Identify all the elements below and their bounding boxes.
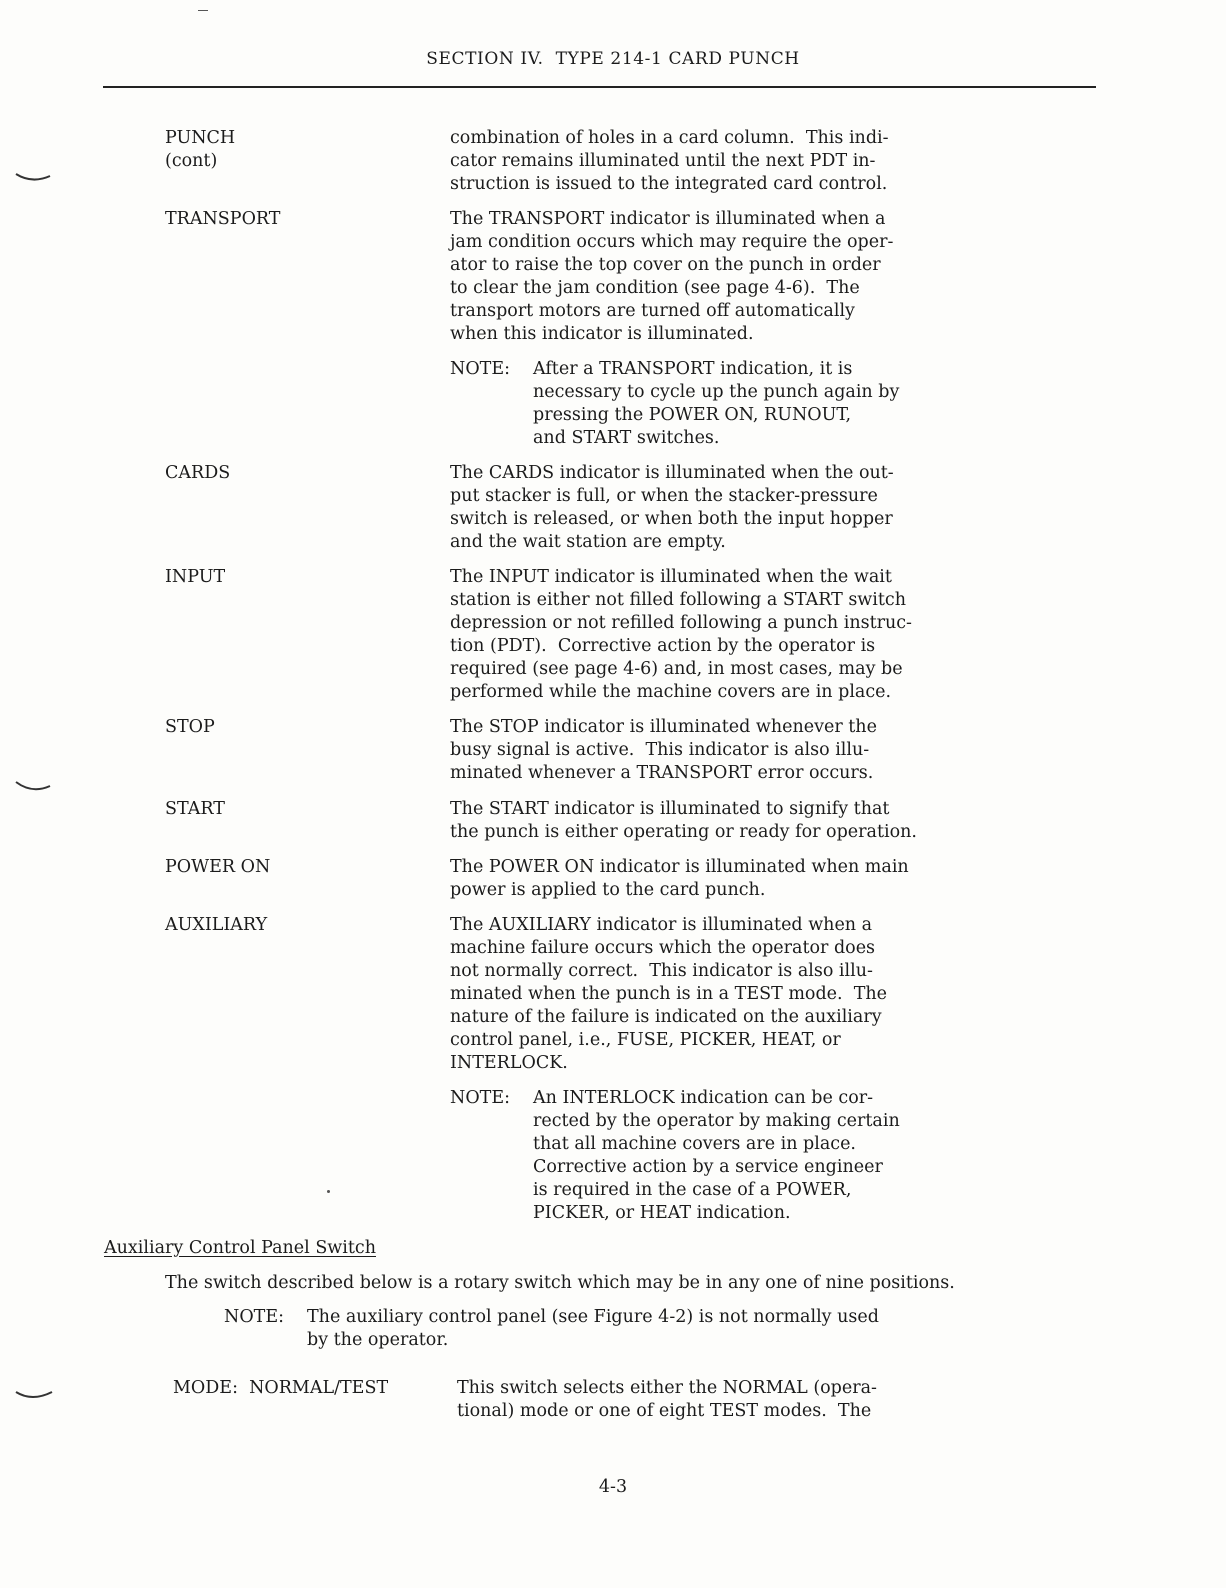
- indicator-term: INPUT: [165, 567, 226, 587]
- section-intro: The switch described below is a rotary switch which may be in any one of nine positions.: [165, 1273, 955, 1293]
- indicator-description: combination of holes in a card column. This indi- cator remains illuminated until the next PDT in- struction is issued to the integrated card control.: [450, 128, 889, 194]
- scan-mark: [14, 170, 54, 186]
- note-text: After a TRANSPORT indication, it is necessary to cycle up the punch again by pressing the POWER ON, RUNOUT, and START switches.: [533, 359, 900, 448]
- note-label: NOTE:: [450, 1088, 511, 1108]
- indicator-term: START: [165, 799, 225, 819]
- header-rule: [103, 86, 1096, 88]
- note-text: The auxiliary control panel (see Figure 4-2) is not normally used by the operator.: [307, 1307, 879, 1350]
- note-label: NOTE:: [450, 359, 511, 379]
- indicator-description: The TRANSPORT indicator is illuminated when a jam condition occurs which may require the oper- ator to raise the top cover on the punch in order to clear the jam condition (see page 4-6). The transport motors are turned off automatically when this indicator is illuminated.: [450, 209, 894, 344]
- note-label: NOTE:: [224, 1307, 285, 1327]
- indicator-term: POWER ON: [165, 857, 271, 877]
- scan-mark: [327, 1190, 330, 1193]
- scan-mark: [198, 10, 208, 11]
- indicator-description: The POWER ON indicator is illuminated when main power is applied to the card punch.: [450, 857, 909, 900]
- page-header: SECTION IV. TYPE 214-1 CARD PUNCH: [426, 49, 800, 69]
- indicator-term: STOP: [165, 717, 215, 737]
- note-text: An INTERLOCK indication can be cor- rected by the operator by making certain that all machine covers are in place. Corrective action by a service engineer is required in the case of a POWER, PICKER, or HEAT indication.: [533, 1088, 900, 1223]
- indicator-term: TRANSPORT: [165, 209, 281, 229]
- indicator-term: CARDS: [165, 463, 231, 483]
- section-heading: Auxiliary Control Panel Switch: [104, 1238, 376, 1258]
- indicator-description: The CARDS indicator is illuminated when the out- put stacker is full, or when the stacker-pressure switch is released, or when both the input hopper and the wait station are empty.: [450, 463, 894, 552]
- indicator-term: AUXILIARY: [165, 915, 268, 935]
- switch-description: This switch selects either the NORMAL (opera- tional) mode or one of eight TEST modes. The: [457, 1378, 877, 1421]
- scan-mark: [14, 776, 54, 796]
- scan-mark: [14, 1388, 60, 1404]
- indicator-description: The INPUT indicator is illuminated when the wait station is either not filled following a START switch depression or not refilled following a punch instruc- tion (PDT). Corrective action by the operator is required (see page 4-6) and, in most cases, may be performed while the machine covers are in place.: [450, 567, 912, 702]
- indicator-description: The STOP indicator is illuminated whenever the busy signal is active. This indicator is also illu- minated whenever a TRANSPORT error occurs.: [450, 717, 877, 783]
- indicator-term: PUNCH (cont): [165, 128, 236, 171]
- page-number: 4-3: [598, 1477, 628, 1497]
- indicator-description: The AUXILIARY indicator is illuminated when a machine failure occurs which the operator does not normally correct. This indicator is also illu- minated when the punch is in a TEST mode. The nature of the failure is indicated on the auxiliary control panel, i.e., FUSE, PICKER, HEAT, or INTERLOCK.: [450, 915, 888, 1073]
- switch-term: MODE: NORMAL/TEST: [173, 1378, 389, 1398]
- indicator-description: The START indicator is illuminated to signify that the punch is either operating or ready for operation.: [450, 799, 917, 842]
